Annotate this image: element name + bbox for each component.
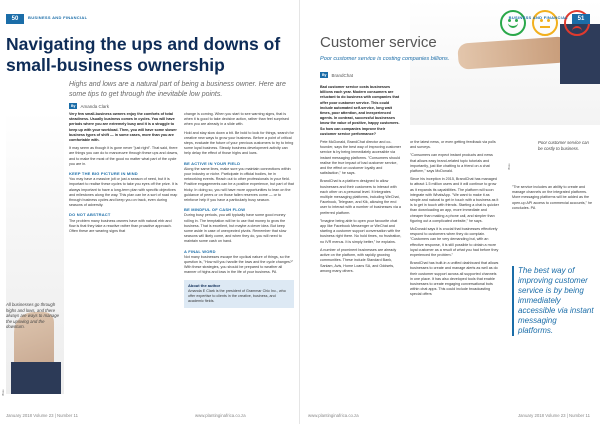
article-subtitle: Poor customer service is costing companies billions. — [320, 56, 450, 62]
about-author-box — [184, 280, 294, 308]
footer-issue: January 2018 Volume 23 | Number 11 — [518, 413, 590, 418]
body-column-1 — [320, 85, 402, 415]
article-subtitle: Highs and lows are a natural part of being a business owner. Here are some tips to get through the inevitable low points. — [69, 81, 286, 98]
body-paragraph: BrandChat is a platform designed to allow businesses and their customers to interact with each other on a personal level. It integrates multiple messaging platforms, including WeChat, Facebook, Telegram, and Kik, allowing the end user to interact with a number of businesses via a preferred platform. — [320, 179, 401, 215]
article-title: Customer service — [320, 34, 437, 51]
body-paragraph: The problem many business owners have with natural ebb and flow is that they take a reactive rather than proactive approach. Often these are wearing signs that — [69, 218, 172, 234]
footer-issue: January 2018 Volume 23 | Number 11 — [6, 413, 78, 418]
body-paragraph: Hold and stay slow down a bit. Be bold to look for things, search for creative new ways to grow your business. Before a point of critical steps, evaluate the future of your previous customers to try to bring some loyal business. Steady business development activity can help delay the effect of those highs and lows. — [184, 130, 294, 156]
about-text: Amanda E Clark is the president of Grammar Chic Inc., who offer expertise to clients in the creative, business, and academic fields. — [188, 288, 286, 304]
body-paragraph: or the latest news, or even getting feedback via polls and surveys. — [410, 140, 496, 150]
subheading: BE MINDFUL OF CASH FLOW — [184, 207, 246, 213]
body-column-1 — [69, 112, 179, 402]
body-paragraph: "The service includes an ability to create and manage channels on the integrated platforms. More messaging platforms will be added as the open-up API access to commercial accounts," he concludes. PA — [512, 185, 593, 210]
photo-credit: Photo — [2, 389, 5, 396]
happy-face-icon — [500, 10, 526, 36]
body-paragraph: During busy periods, you will typically have some good money rolling in. The temptation will be to use that money to grow the business. That is excellent, but maybe a clever idea. But keep some aside in case of unexpected pivots. Remember that slow seasons will likely come, and when they do, you will need to maintain some cash on hand. — [184, 213, 287, 244]
article-title: Navigating the ups and downs of small-business ownership — [6, 34, 281, 75]
subheading: KEEP THE BIG PICTURE IN MIND — [69, 171, 138, 177]
body-paragraph: Since his inception in 2015, BrandChat has managed to attract 1.5 million users and it will continue to grow as it expands its capabilities. The platform will soon integrate with WhatsApp. "We want to make it as simple and natural to get in touch with a business as it is to get in touch with friends. Starting a chat is quicker than downloading an app, more immediate and cheaper than making a phone call, and simpler than figuring out a complicated website," he says. — [410, 177, 499, 223]
body-paragraph: A number of prominent businesses are already active on the platform, with rapidly growing communities. These include Standard Bank, Sanlam, Avis, Home Loans SA, and Oddsets, among many others. — [320, 247, 397, 273]
subheading: A FINAL WORD — [184, 248, 216, 254]
body-paragraph: "Imagine being able to open your favourite chat app like Facebook Messenger or WeChat and starting a customer support conversation with the business right there. No hold times, no frustration, no IVR menus. It is simply better," he explains. — [320, 218, 402, 244]
section-tag: BUSINESS AND FINANCIAL — [28, 15, 88, 20]
about-heading: About the author — [188, 282, 221, 288]
byline-tag: By — [71, 104, 76, 108]
lead-paragraph: Bad customer service costs businesses billions each year. Modern consumers are reluctant to do business with companies that offer poor customer service. This could include automated self-service, long wait times, poor attention, and inexperienced agents. In contrast, successful businesses know the value of positive, happy customers. So how can companies improve their customer service performance? — [320, 85, 400, 136]
right-page — [300, 0, 600, 424]
photo-caption: Poor customer service can be costly to business. — [538, 140, 589, 151]
neutral-face-icon — [532, 10, 558, 36]
body-column-3 — [512, 185, 594, 263]
sleeve-illustration — [11, 362, 61, 394]
page-number: 50 — [6, 14, 24, 24]
lead-paragraph: Very few small-business owners enjoy the comforts of total steadiness. Usually business comes in cycles. You will have periods where you are extremely busy and it is a struggle to keep up with your workload. Then, you will have some slower business types of shift — in some cases, more than you are comfortable with. — [69, 112, 177, 143]
pull-quote: The best way of improving customer service is by being immediately accessible via instant messaging platforms. — [512, 266, 594, 336]
footer-website: www.plantinginafrica.co.za — [308, 413, 359, 418]
photo-credit: Photo — [508, 163, 511, 170]
body-paragraph: BrandChat has built-in a unified dashboard that allows businesses to create and manage alerts as well as do their customer support across all supported channels in one place. It has also developed tools that enable businesses to create engaging conversational bots within chat apps. This could include broadcasting special offers — [410, 261, 499, 297]
body-paragraph: McDonald says it is crucial that businesses effectively respond to customers when they do complain. "Customers can be very demanding but, with an effective response, it is still possible to obtain a more loyal customer as a result of what you had before they experienced the problem." — [410, 227, 499, 258]
footer-website: www.plantinginafrica.co.za — [195, 413, 246, 418]
body-paragraph: Not many businesses escape the cyclical nature of things, so the question is, "How will you handle the lows and the cycle changes?" With these strategies, you should be prepared to weather all manner of highs and lows in the life of your business. PA — [184, 254, 294, 275]
page-number: 51 — [572, 14, 590, 24]
body-column-2 — [410, 140, 500, 415]
body-paragraph: Pete McDonald, BrandChat director and co-founder, says the best way of improving customer service is by being immediately accessible via instant messaging platforms. "Consumers should realise the true impact of bad customer service, and the effect on customer loyalty and satisfaction," he says. — [320, 140, 401, 176]
body-column-2 — [184, 112, 294, 402]
body-paragraph: It may seem as though it is gone never "just right". That said, there are things you can do to manoeuvre through these ups and downs, and to make the most of the good no matter what part of the cycle you are in. — [69, 146, 179, 166]
article-photo — [6, 112, 64, 394]
byline — [320, 71, 353, 79]
subheading: DO NOT ABSTRACT — [69, 212, 111, 218]
subheading: BE ACTIVE IN YOUR FIELD — [184, 160, 241, 166]
author-name: BrandChat — [331, 72, 353, 78]
body-paragraph: You may have a massive jolt or just a season of need, but it is important to realise these cycles to take you eyes off the prize. It is always important to have a long-term plan with specific objectives and milestones along the way. This plan can be a sort of road map through business cycles and keep you on track, even during seasons of adversity. — [69, 177, 178, 208]
body-paragraph: change is coming. When you start to see warning signs, that is when it is good to take decisive action, rather than feel surprised when you are already in a slide with. — [184, 112, 289, 127]
byline-tag: By — [322, 73, 327, 77]
byline — [69, 102, 109, 110]
body-paragraph: Along the same lines, make sure you maintain connections within your industry or niche. Participate in official bodies, be in networking events. Reach out to other professionals in your field. Positive engagements can be a positive experience, but part of that tricky. In doing so, you will have more opportunities to lean on the guidance of peers or on those fallen reserves come — or to reinforce help if you have a particularly busy season. — [184, 166, 294, 203]
body-paragraph: "Consumers can expect instant products and news that allows easy brand-related topic tutorials and importantly, just like chatting to a friend on a chat platform," says McDonald. — [410, 153, 493, 174]
photo-caption: All businesses go through highs and lows, and there always are ways to manage the upswing and the downturn. — [6, 302, 60, 330]
author-name: Amanda Clark — [80, 103, 109, 109]
section-tag: BUSINESS AND FINANCIAL — [508, 15, 568, 20]
